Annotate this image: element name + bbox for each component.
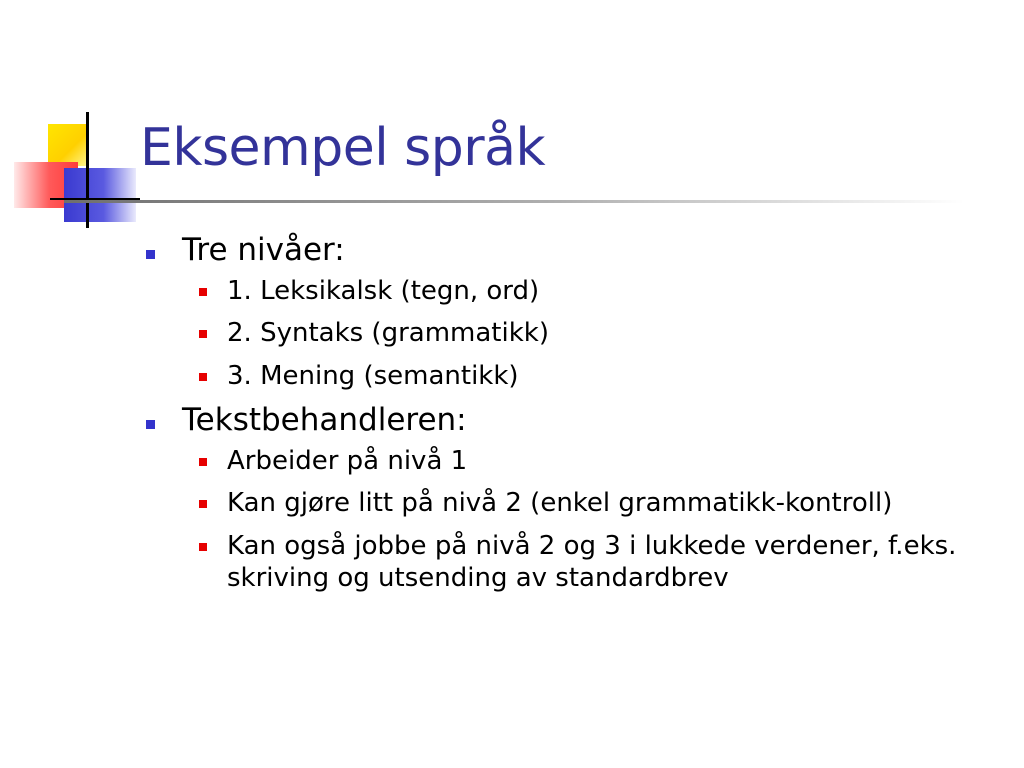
square-bullet-icon [199, 373, 207, 381]
sub-bullet-text: Kan gjøre litt på nivå 2 (enkel grammatikk-kontroll) [227, 488, 893, 519]
bullet-item [140, 232, 1000, 392]
square-bullet-icon [199, 543, 207, 551]
logo-vertical-line [86, 112, 89, 228]
square-bullet-icon [146, 250, 155, 259]
sub-bullet-item [182, 487, 1000, 519]
square-bullet-icon [199, 500, 207, 508]
sub-bullet-list [182, 275, 1000, 392]
bullet-list [140, 232, 1000, 594]
sub-bullet-text: Arbeider på nivå 1 [227, 446, 468, 477]
sub-bullet-item [182, 317, 1000, 349]
sub-bullet-text: 1. Leksikalsk (tegn, ord) [227, 276, 540, 307]
sub-bullet-item [182, 360, 1000, 392]
square-bullet-icon [199, 330, 207, 338]
sub-bullet-item [182, 275, 1000, 307]
bullet-text: Tekstbehandleren: [182, 401, 467, 438]
decorative-logo [0, 0, 150, 240]
title-underline [64, 200, 964, 203]
bullet-item [140, 402, 1000, 594]
sub-bullet-text: 2. Syntaks (grammatikk) [227, 318, 549, 349]
square-bullet-icon [146, 420, 155, 429]
sub-bullet-text: Kan også jobbe på nivå 2 og 3 i lukkede verdener, f.eks. skriving og utsending av standardbrev [227, 530, 957, 593]
square-bullet-icon [199, 288, 207, 296]
sub-bullet-text: 3. Mening (semantikk) [227, 360, 519, 391]
slide-content [140, 232, 1000, 604]
logo-yellow-square [48, 124, 86, 166]
sub-bullet-item [182, 530, 1000, 594]
logo-blue-square [64, 168, 136, 222]
slide-title: Eksempel språk [140, 118, 546, 178]
square-bullet-icon [199, 458, 207, 466]
sub-bullet-item [182, 445, 1000, 477]
bullet-text: Tre nivåer: [182, 232, 345, 268]
sub-bullet-list [182, 445, 1000, 594]
